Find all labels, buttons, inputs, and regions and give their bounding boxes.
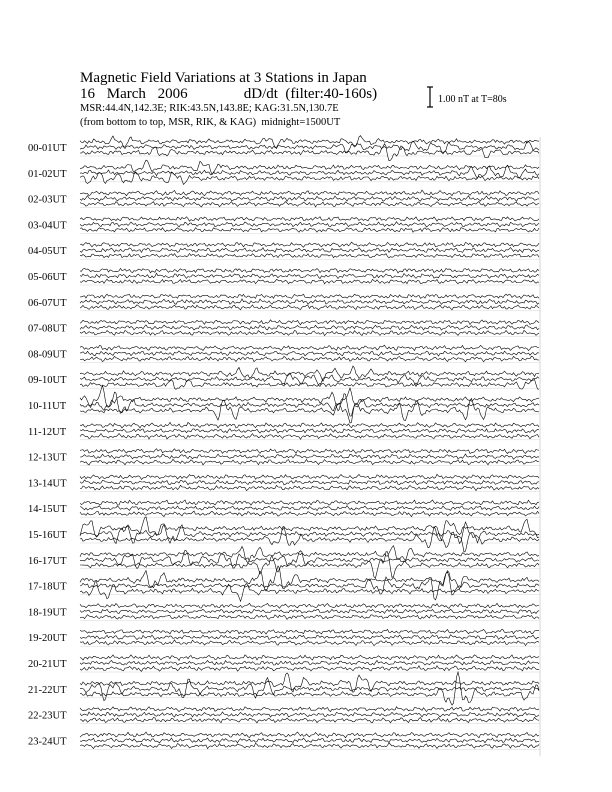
trace-rik <box>80 480 539 485</box>
row-label: 01-02UT <box>28 168 67 180</box>
row-label: 00-01UT <box>28 143 67 154</box>
trace-kag <box>80 366 539 381</box>
trace-rik <box>80 141 539 153</box>
trace-rik <box>80 572 539 600</box>
trace-msr <box>80 672 539 705</box>
trace-msr <box>80 254 539 258</box>
chart-title: Magnetic Field Variations at 3 Stations in Japan <box>80 70 367 86</box>
trace-msr <box>80 331 539 336</box>
trace-msr <box>80 615 539 620</box>
trace-kag <box>80 385 539 410</box>
trace-kag <box>80 320 539 325</box>
row-label: 10-11UT <box>28 401 67 412</box>
trace-rik <box>80 325 539 330</box>
trace-rik <box>80 165 539 178</box>
trace-kag <box>80 707 539 712</box>
row-label: 16-17UT <box>28 555 67 567</box>
trace-rik <box>80 712 539 717</box>
trace-rik <box>80 738 539 743</box>
trace-msr <box>80 743 539 749</box>
trace-msr <box>80 202 539 207</box>
trace-msr <box>80 305 539 310</box>
trace-msr <box>80 666 539 672</box>
trace-kag <box>80 449 539 454</box>
trace-rik <box>80 454 539 459</box>
trace-msr <box>80 552 539 578</box>
trace-msr <box>80 279 539 284</box>
trace-kag <box>80 517 539 540</box>
trace-kag <box>80 474 539 479</box>
trace-kag <box>80 268 539 273</box>
trace-rik <box>80 351 539 356</box>
row-label: 18-19UT <box>28 607 67 619</box>
row-label: 21-22UT <box>28 684 67 696</box>
row-label: 22-23UT <box>28 710 67 722</box>
trace-kag <box>80 190 539 196</box>
trace-msr <box>80 399 539 424</box>
date-label: 16 March 2006 <box>80 86 188 102</box>
row-label: 15-16UT <box>28 530 67 541</box>
trace-rik <box>80 678 539 701</box>
trace-rik <box>80 248 539 253</box>
row-label: 08-09UT <box>28 349 67 361</box>
row-label: 17-18UT <box>28 581 67 593</box>
trace-rik <box>80 222 539 227</box>
row-label: 12-13UT <box>28 452 67 464</box>
trace-msr <box>80 717 539 722</box>
trace-msr <box>80 511 539 517</box>
trace-msr <box>80 356 539 362</box>
row-label: 06-07UT <box>28 297 67 309</box>
trace-kag <box>80 673 539 693</box>
row-label: 20-21UT <box>28 659 67 670</box>
midnight-label: midnight=1500UT <box>261 117 341 128</box>
trace-msr <box>80 640 539 646</box>
row-label: 19-20UT <box>28 633 67 645</box>
row-label: 03-04UT <box>28 220 67 232</box>
trace-rik <box>80 196 539 202</box>
trace-rik <box>80 299 539 304</box>
trace-msr <box>80 485 539 490</box>
trace-rik <box>80 635 539 640</box>
row-label: 14-15UT <box>28 504 67 516</box>
trace-kag <box>80 345 539 350</box>
trace-kag <box>80 546 539 563</box>
row-label: 13-14UT <box>28 478 67 490</box>
row-label: 04-05UT <box>28 246 67 258</box>
trace-kag <box>80 294 539 298</box>
trace-rik <box>80 273 539 278</box>
quantity-label: dD/dt <box>243 86 278 102</box>
trace-kag <box>80 655 539 661</box>
row-label: 23-24UT <box>28 736 67 748</box>
row-label: 07-08UT <box>28 323 67 335</box>
row-label: 05-06UT <box>28 272 67 283</box>
trace-msr <box>80 459 539 465</box>
stations-label: MSR:44.4N,142.3E; RIK:43.5N,143.8E; KAG:31.5N,130.7E <box>80 103 339 114</box>
trace-msr <box>80 434 539 440</box>
trace-kag <box>80 732 539 738</box>
trace-rik <box>80 506 539 511</box>
trace-kag <box>80 217 539 222</box>
scale-label: 1.00 nT at T=80s <box>438 94 507 105</box>
trace-msr <box>80 228 539 233</box>
row-label: 11-12UT <box>28 426 67 438</box>
trace-kag <box>80 422 539 428</box>
trace-rik <box>80 609 539 613</box>
filter-label: (filter:40-160s) <box>285 86 378 102</box>
trace-rik <box>80 660 539 665</box>
trace-kag <box>80 603 539 608</box>
row-label: 09-10UT <box>28 375 67 387</box>
trace-kag <box>80 242 539 247</box>
order-label: (from bottom to top, MSR, RIK, & KAG) <box>80 117 257 128</box>
trace-kag <box>80 629 539 634</box>
row-label: 02-03UT <box>28 194 67 206</box>
trace-kag <box>80 500 539 505</box>
trace-rik <box>80 429 539 434</box>
